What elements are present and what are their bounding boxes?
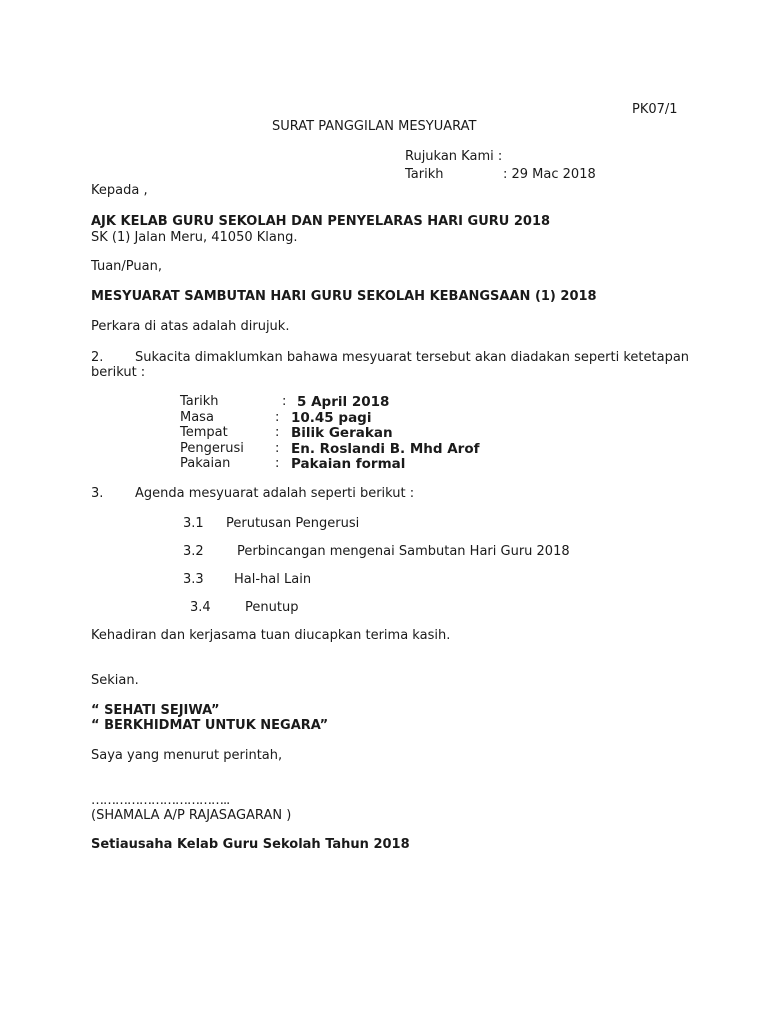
tarikh-label: Tarikh: [405, 167, 444, 182]
detail-label-masa: Masa: [180, 410, 214, 425]
detail-label-tempat: Tempat: [180, 425, 228, 440]
detail-label-pengerusi: Pengerusi: [180, 441, 244, 456]
kepada-label: Kepada ,: [91, 183, 148, 198]
paragraph-1: Perkara di atas adalah dirujuk.: [91, 319, 290, 334]
agenda-item: Penutup: [245, 600, 299, 615]
sekian: Sekian.: [91, 673, 139, 688]
detail-separator: :: [275, 425, 280, 440]
agenda-item: Perutusan Pengerusi: [226, 516, 360, 531]
detail-label-pakaian: Pakaian: [180, 456, 231, 471]
agenda-number: 3.2: [183, 544, 204, 559]
motto-2: “ BERKHIDMAT UNTUK NEGARA”: [91, 718, 329, 733]
paragraph-3-text: Agenda mesyuarat adalah seperti berikut :: [135, 486, 415, 501]
detail-label-tarikh: Tarikh: [180, 394, 219, 409]
paragraph-2-line1: Sukacita dimaklumkan bahawa mesyuarat tersebut akan diadakan seperti ketetapan: [135, 350, 690, 365]
detail-value-pakaian: Pakaian formal: [291, 456, 406, 472]
detail-separator: :: [282, 394, 287, 409]
document-code: PK07/1: [632, 102, 678, 117]
recipient-address: SK (1) Jalan Meru, 41050 Klang.: [91, 230, 298, 245]
detail-value-masa: 10.45 pagi: [291, 410, 372, 426]
detail-separator: :: [275, 410, 280, 425]
detail-separator: :: [275, 441, 280, 456]
tarikh-value: : 29 Mac 2018: [503, 167, 596, 182]
letter-title: SURAT PANGGILAN MESYUARAT: [272, 119, 477, 134]
recipient-name: AJK KELAB GURU SEKOLAH DAN PENYELARAS HARI GURU 2018: [91, 214, 551, 229]
paragraph-3-number: 3.: [91, 486, 104, 501]
agenda-item: Hal-hal Lain: [234, 572, 312, 587]
agenda-number: 3.4: [190, 600, 211, 615]
closing-phrase: Saya yang menurut perintah,: [91, 748, 283, 763]
agenda-number: 3.1: [183, 516, 204, 531]
signer-name: (SHAMALA A/P RAJASAGARAN ): [91, 808, 292, 823]
detail-separator: :: [275, 456, 280, 471]
detail-value-tempat: Bilik Gerakan: [291, 425, 393, 441]
signature-line: ……………………………..: [91, 793, 230, 808]
paragraph-2-number: 2.: [91, 350, 104, 365]
subject-line: MESYUARAT SAMBUTAN HARI GURU SEKOLAH KEBANGSAAN (1) 2018: [91, 289, 597, 304]
detail-value-pengerusi: En. Roslandi B. Mhd Arof: [291, 441, 480, 457]
signer-title: Setiausaha Kelab Guru Sekolah Tahun 2018: [91, 837, 410, 852]
salutation: Tuan/Puan,: [91, 259, 162, 274]
agenda-item: Perbincangan mengenai Sambutan Hari Guru 2018: [237, 544, 570, 559]
detail-value-tarikh: 5 April 2018: [297, 394, 390, 410]
rujukan-label: Rujukan Kami :: [405, 149, 503, 164]
motto-1: “ SEHATI SEJIWA”: [91, 703, 220, 718]
closing-paragraph: Kehadiran dan kerjasama tuan diucapkan terima kasih.: [91, 628, 451, 643]
agenda-number: 3.3: [183, 572, 204, 587]
paragraph-2-line2: berikut :: [91, 365, 146, 380]
